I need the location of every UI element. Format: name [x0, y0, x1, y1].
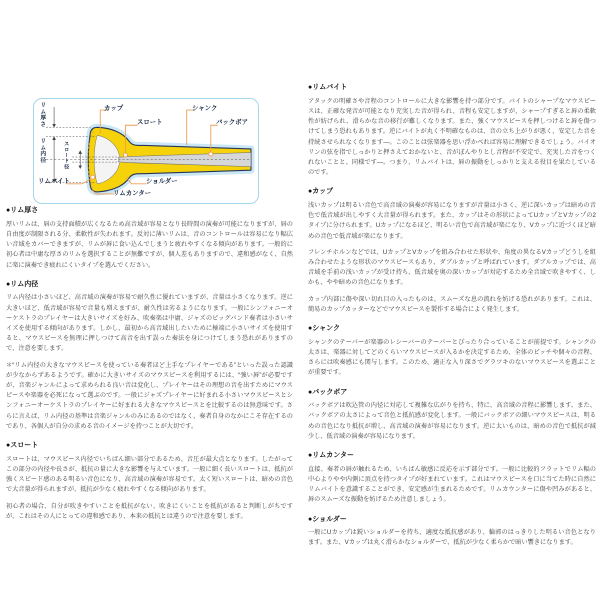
diagram-label-rim-contour: リムカンター	[113, 190, 152, 197]
section-paragraph: アタックの明確さや音程のコントロールに大きな影響を持つ部分です。バイトのシャープなマウスピースは、正確な発音が可能となり充実した音が得られ、音程も安定しますが、シャープすぎると唇の柔軟性が妨げられ、滑らかな音の移行が難しくなります。また、強くマウスピースを押しつけると唇を傷つけてしまう恐れもあります。逆にバイトが丸く不明確なものは、音の立ち上がりが悪く、安定した音を持続させられなくなります―。このことは弦楽器を思い浮かべれば容易に理解できるでしょう。バイオリンの弦を指でしっかりと押さえておかないと、音がぼんやりとし音程が不安定で、充実した音をつくれないことと、同様です―。つまり、リムバイトは、唇の振動をしっかりと支える役目を果たしているのです。	[308, 97, 596, 177]
section-heading: ●リム内径	[6, 280, 39, 288]
section-paragraph: スロートは、マウスピース内径でいちばん細い部分であるため、音圧が最大点となります。したがってこの部分の内径や長さが、抵抗の量に大きな影響を与えています。一般に細く長いスロートは、抵抗が強くスピード感のある明るい音色になり、高音域の演奏が容易です。太く短いスロートは、暗めの音色で大音量が得られますが、抵抗が少なく疲れやすくなる傾向があります。	[6, 455, 293, 494]
section-heading: ●リムカンター	[308, 452, 354, 460]
section-heading: ●バックボア	[308, 388, 348, 396]
diagram-label-throat-diameter: スロート径	[63, 141, 70, 170]
section-rim-bite	[308, 84, 596, 178]
section-cup	[308, 188, 596, 315]
diagram-label-backbore: バックボア	[216, 119, 248, 126]
section-heading: ●リムバイト	[308, 84, 348, 91]
section-heading: ●シャンク	[308, 325, 340, 333]
section-rim-contour	[308, 452, 596, 506]
section-shank	[308, 325, 596, 379]
section-paragraph: 初心者の場合、自分が吹きやすいことを抵抗がない、吹きにくいことを抵抗があると判断しがちですが、これはその人にとっての違和感であり、本来の抵抗とは違うので注意を要します。	[6, 502, 293, 520]
diagram-label-shoulder: ショルダー	[146, 178, 178, 185]
diagram-label-rim-thickness: リム厚さ	[38, 102, 45, 128]
section-paragraph: バックボアは吹込管の内径に対応して複雑な広がりを持ち、特に、高音域の音程に影響します。また、バックボアの太さによって音色と抵抗感が変化します。一般にバックボアの細いマウスピースは、明るめの音色になり抵抗が増し、高音域の演奏が容易になります。逆に太いものは、暗めの音色で抵抗が減少し、低音域の演奏が容易になります。	[308, 402, 596, 440]
section-paragraph: 一般にUカップは鋭いショルダーを持ち、適度な抵抗感があり、輪郭のはっきりした明るい音色となります。また、Vカップは丸く滑らかなショルダーで、抵抗が少なく柔らかで暗い響きになります。	[308, 529, 596, 547]
section-heading: ●ショルダー	[308, 515, 347, 523]
section-shoulder	[308, 516, 596, 549]
diagram-label-throat: スロート	[137, 119, 163, 126]
section-heading: ●カップ	[308, 188, 334, 196]
section-paragraph: 浅いカップは明るい音色で高音域の演奏が容易になりますが音量は小さく、逆に深いカップは暗めの音色で低音域が出しやすく大音量が得られます。また、カップはその形状によってUカップとVカップの2タイプに分けられます。Uカップになるほど、明るい音色で高音域が楽になり、Vカップに近づくほど暗めの音色で低音域が楽になります。	[308, 202, 596, 240]
section-rim-inner-diameter	[6, 281, 293, 432]
section-paragraph: 直接、奏者の唇が触れるため、いちばん敏感に反応を示す部分です。一般に比較的フラットでリム幅の中心よりやや内側に頂点を持つタイプが好まれています。これはマウスピースを口に当てた時に自然にリムバイトを意識することができ、安定感が生まれるためです。リムカウンターに傷や凹みがあると、唇のスムーズな振動を妨げるため注意しましょう。	[308, 465, 596, 504]
section-paragraph: カップ内部に傷や深い切れ目の入ったものは、スムーズな息の流れを妨げる恐れがあります。これは、簡易のカップカッターなどでマウスピースを製作する場合によく発生します。	[308, 295, 596, 313]
diagram-label-shank: シャンク	[192, 105, 218, 112]
throat-point	[123, 153, 127, 157]
diagram-label-rim-bite: リムバイト	[38, 178, 70, 185]
mouthpiece-diagram-panel	[33, 98, 259, 204]
left-column	[6, 207, 293, 532]
section-paragraph: ＊“リム内径の大きなマウスピースを使っている奏者ほど上手なプレイヤーである”といった誤った認識が少なからずあるようです。確かに大きいサイズのマウスピースを利用するには、“強い唇”が必要ですが、音楽ジャンルによって求められる良い音は変化し、プレイヤーはその理想の音を出すためにマウスピースや楽器を必死になって選ぶのです。一般にジャズプレイヤーに好まれる小さいマウスピースとシンフォニーオーケストラのプレイヤーに好まれる大きなマウスピースとを比較するのは無意味です。さらに言えば、リム内径の基準は音楽ジャンルのみにあるのではなく、奏者自身のなかにこそ存在するのであり、各個人が自分の求める音のイメージを持つことが大切です。	[6, 361, 293, 430]
diagram-label-rim-inner-diameter: リム内径	[38, 138, 45, 164]
section-backbore	[308, 389, 596, 443]
right-column	[308, 84, 596, 559]
leader-shank	[187, 110, 194, 145]
section-rim-thickness	[6, 207, 293, 271]
section-paragraph: リム内径は小さいほど、高音域の演奏が容易で耐久性に優れていますが、音量は小さくなります。逆に大きいほど、低音域が容易で音量も増えますが、耐久性は劣るようになります。一般にシンフォニーオーケストラのプレイヤーは大きいサイズを好み、吹奏楽は中庸、ジャズのビッグバンド奏者は小さいサイズを使用する傾向があります。しかし、最初から高音域出したいために極端に小さいサイズを使用すると、マウスピースを無理に押しつけて高音を出す誤った奏法を身につけてしまう恐れがありますので、注意を要します。	[6, 294, 293, 353]
section-paragraph: 厚いリムは、唇の支持面積が広くなるため高音域が容易となり長時間の演奏が可能になりますが、唇の自由度が制限される分、柔軟性が失われます。反対に薄いリムは、音のコントロールは容易になり幅広い音域をカバーできますが、リムが唇に食い込んでしまうと疲れやすくなる傾向があります。一般的に初心者は中庸な厚さのリムを選択することが無難ですが、個人差もありますので、違和感がなく、自然に楽に演奏でき疲れにくいタイプを選んでください。	[6, 220, 293, 269]
rim-bite-point	[91, 175, 95, 179]
section-heading: ●スロート	[6, 442, 39, 450]
backbore-point	[209, 152, 213, 156]
section-paragraph: シャンクのテーパーが楽器のレシーバーのテーパーとぴったり合っていることが前提です。シャンクの太さは、楽器に対してどのくらいマウスピースが入るかを決定するため、全体のピッチや個々の音程、さらには吹奏感にも関与します。このため、適正な入り深さでグラツキのないマウスピースを選ぶことが重要です。	[308, 338, 596, 377]
section-throat	[6, 442, 293, 522]
section-heading: ●リム厚さ	[6, 207, 39, 214]
section-paragraph: フレンチホルンなどでは、UカップとVカップを組み合わせた形状や、角度の異なるVカップどうしを組み合わせたような形状のマウスピースもあり、ダブルカップと呼ばれています。ダブルカップでは、高音域を手前の浅いカップが受け持ち、低音域を奥の深いカップが対応するため全音域で吹きやすく、しかも、やや暗めの音色になります。	[308, 248, 596, 287]
diagram-label-cup: カップ	[104, 105, 124, 112]
